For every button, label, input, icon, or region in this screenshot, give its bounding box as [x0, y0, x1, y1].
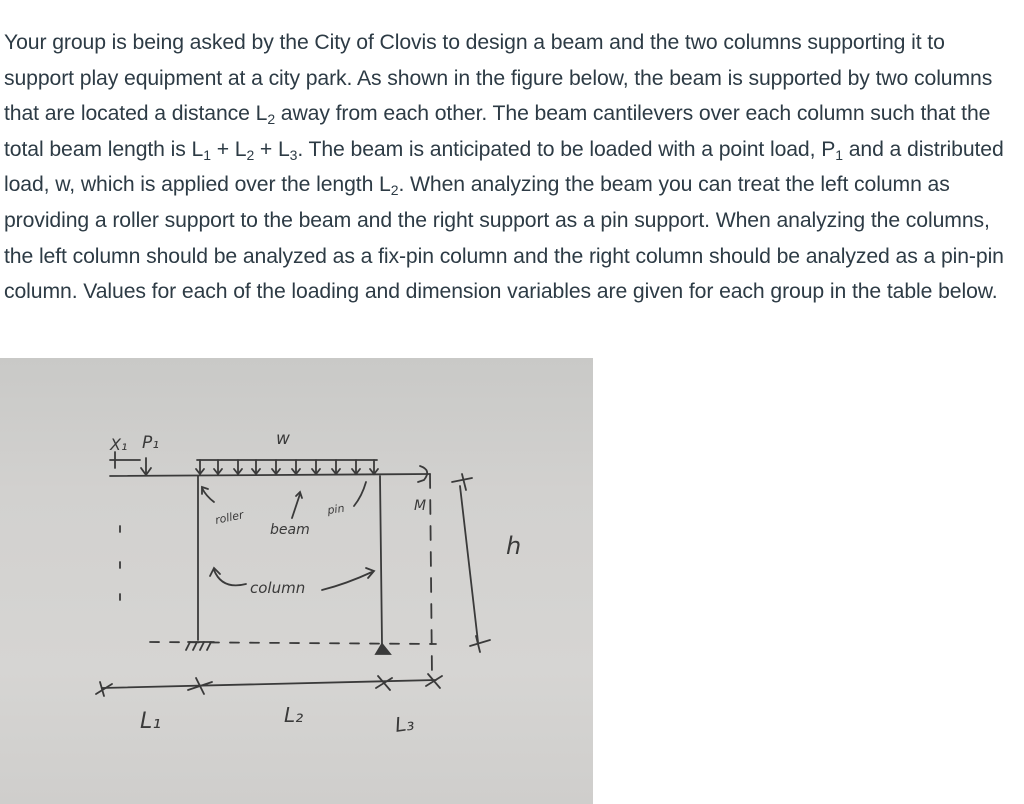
- problem-text-3: + L: [210, 137, 247, 161]
- distributed-load-arrows: [196, 460, 378, 474]
- problem-text-5: . The beam is anticipated to be loaded with a point load, P: [297, 137, 836, 161]
- x1-label: X₁: [110, 435, 128, 454]
- problem-text-7: . When analyzing the beam you can treat the left column as providing a roller support to the beam and the right support as a pin support. When analyzing the columns, the left column should be analyzed as a fix-pin column and the right column should be analyzed as a pin-pin column. Values for each of the loading and dimension variables are given for each group in the table below.: [4, 173, 1004, 304]
- subscript-1b: 1: [835, 146, 843, 163]
- l1-label: L₁: [140, 709, 162, 734]
- height-dimension: [460, 486, 478, 642]
- roller-arrow: [202, 488, 214, 502]
- beam-arrow: [292, 494, 300, 518]
- subscript-2: 2: [267, 111, 275, 128]
- dim-tick-l2-end-cross: [376, 678, 392, 688]
- height-label: h: [506, 532, 522, 560]
- beam-sketch-photo: [0, 358, 593, 804]
- subscript-3: 3: [289, 146, 298, 163]
- height-tick-bottom: [470, 640, 490, 646]
- subscript-2c: 2: [390, 182, 399, 199]
- dim-tick-l1-start: [96, 684, 112, 694]
- w-label: w: [276, 429, 290, 449]
- subscript-2b: 2: [246, 146, 255, 163]
- problem-text-1: Your group is being asked by the City of Clovis to design a beam and the two columns supporting it to support play equipment at a city park. As shown in the figure below, the beam is supported by two columns that are located a distance L: [4, 31, 993, 126]
- p1-label: P₁: [142, 433, 160, 453]
- l3-label: L₃: [393, 710, 416, 737]
- roller-label: roller: [213, 508, 245, 527]
- problem-text-2: away from each other. The beam cantilevers over each column such that the total beam length is L: [4, 102, 991, 161]
- height-tick-top: [452, 478, 472, 482]
- column-label: column: [250, 579, 306, 597]
- beam-label: beam: [270, 522, 310, 538]
- moment-label: M: [414, 498, 427, 514]
- height-tick-top-cross: [462, 474, 466, 490]
- problem-text-4: + L: [254, 137, 290, 161]
- subscript-1: 1: [203, 146, 211, 163]
- pin-arrow: [354, 482, 366, 506]
- right-end-guide: [430, 474, 432, 676]
- beam-sketch: [0, 358, 593, 804]
- l2-label: L₂: [284, 703, 304, 727]
- problem-text-6: and a distributed load, w, which is applied over the length L: [4, 137, 1004, 197]
- pin-support: [376, 644, 390, 654]
- beam-line: [110, 474, 430, 476]
- problem-statement: [4, 25, 1016, 310]
- right-column: [380, 476, 382, 644]
- pin-label: pin: [326, 501, 346, 517]
- column-arrow-right: [322, 572, 372, 590]
